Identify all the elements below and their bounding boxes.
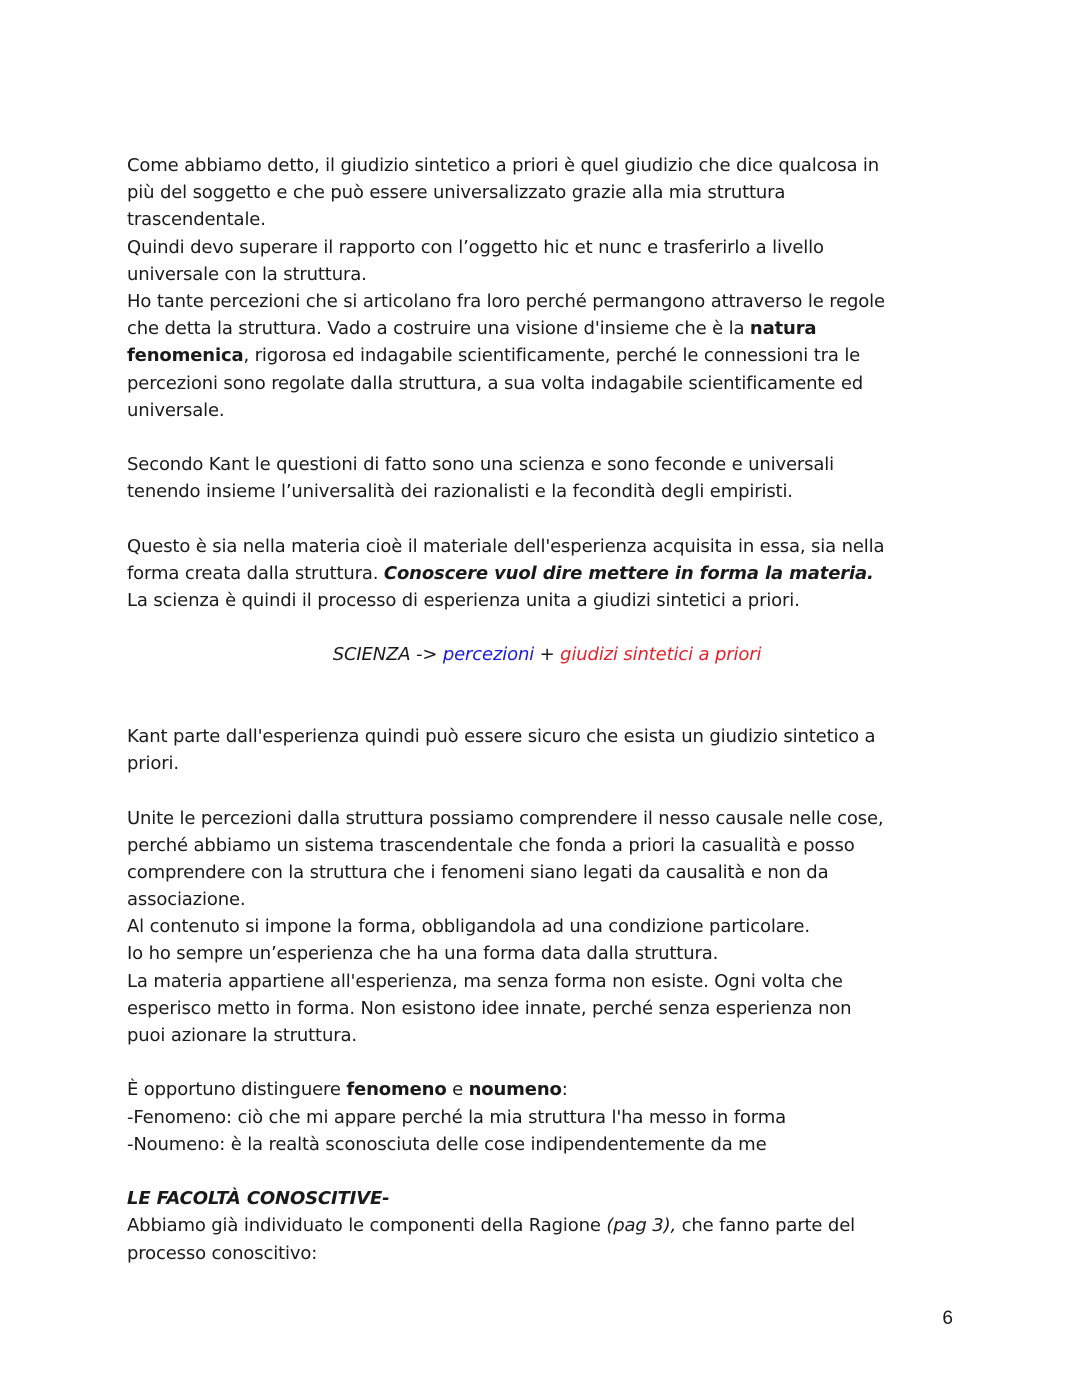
text-line: [127, 886, 957, 913]
text-line: [127, 1185, 957, 1212]
text-segment: percezioni sono regolate dalla struttura, a sua volta indagabile scientificamente ed: [127, 372, 864, 394]
text-segment: e: [446, 1079, 469, 1101]
text-line: [127, 288, 957, 315]
blank-line: [127, 777, 957, 804]
text-line: [127, 1131, 957, 1158]
text-line: [127, 750, 957, 777]
emphasis-text: LE FACOLTÀ CONOSCITIVE-: [127, 1188, 390, 1210]
text-segment: Secondo Kant le questioni di fatto sono una scienza e sono feconde e universali: [127, 454, 834, 476]
text-line: [127, 805, 957, 832]
text-line: [127, 315, 957, 342]
text-line: [127, 234, 957, 261]
text-line: [127, 1076, 957, 1103]
text-segment: Kant parte dall'esperienza quindi può essere sicuro che esista un giudizio sintetico a: [127, 725, 876, 747]
text-segment: +: [534, 644, 561, 666]
text-line: [127, 1240, 957, 1267]
text-segment: perché abbiamo un sistema trascendentale che fonda a priori la casualità e posso: [127, 834, 855, 856]
text-segment: comprendere con la struttura che i fenomeni siano legati da causalità e non da: [127, 861, 829, 883]
text-segment: processo conoscitivo:: [127, 1242, 318, 1264]
text-segment: SCIENZA ->: [332, 644, 443, 666]
page-number: 6: [942, 1308, 953, 1329]
text-segment: Abbiamo già individuato le componenti della Ragione: [127, 1215, 607, 1237]
text-line: [127, 179, 957, 206]
text-line: [127, 1212, 957, 1239]
blank-line: [127, 424, 957, 451]
text-segment: Io ho sempre un’esperienza che ha una forma data dalla struttura.: [127, 943, 719, 965]
text-line: [127, 478, 957, 505]
text-segment: puoi azionare la struttura.: [127, 1025, 357, 1046]
text-line: [127, 859, 957, 886]
text-segment: percezioni: [442, 644, 535, 666]
text-line: [127, 723, 957, 750]
text-segment: tenendo insieme l’universalità dei razionalisti e la fecondità degli empiristi.: [127, 481, 793, 503]
text-segment: Ho tante percezioni che si articolano fra loro perché permangono attraverso le regole: [127, 290, 885, 312]
text-segment: giudizi sintetici a priori: [560, 644, 762, 666]
emphasis-text: fenomeno: [346, 1079, 447, 1101]
text-line: [127, 1022, 957, 1049]
text-segment: Al contenuto si impone la forma, obbligandola ad una condizione particolare.: [127, 916, 810, 938]
text-segment: :: [561, 1079, 568, 1101]
text-line: [127, 995, 957, 1022]
text-line: [127, 370, 957, 397]
blank-line: [127, 1158, 957, 1185]
text-segment: La materia appartiene all'esperienza, ma senza forma non esiste. Ogni volta che: [127, 970, 843, 992]
text-line: [127, 206, 957, 233]
text-line: [127, 832, 957, 859]
document-body: [127, 152, 957, 1267]
text-line: [127, 560, 957, 587]
text-line: [127, 913, 957, 940]
text-segment: La scienza è quindi il processo di esperienza unita a giudizi sintetici a priori.: [127, 590, 800, 611]
text-segment: che detta la struttura. Vado a costruire una visione d'insieme che è la: [127, 318, 750, 340]
text-segment: priori.: [127, 753, 179, 775]
formula-line: [127, 641, 957, 668]
text-line: [127, 940, 957, 967]
emphasis-text: noumeno: [468, 1079, 562, 1101]
emphasis-text: fenomenica: [127, 345, 244, 367]
text-segment: universale.: [127, 399, 225, 421]
text-line: [127, 533, 957, 560]
emphasis-text: natura: [749, 318, 817, 340]
text-segment: associazione.: [127, 889, 246, 911]
text-segment: universale con la struttura.: [127, 263, 367, 285]
text-line: [127, 968, 957, 995]
text-line: [127, 1104, 957, 1131]
text-segment: Quindi devo superare il rapporto con l’oggetto hic et nunc e trasferirlo a livello: [127, 236, 824, 258]
text-segment: forma creata dalla struttura.: [127, 562, 384, 584]
text-line: [127, 342, 957, 369]
text-line: [127, 397, 957, 424]
text-segment: più del soggetto e che può essere universalizzato grazie alla mia struttura: [127, 182, 786, 204]
text-segment: Questo è sia nella materia cioè il materiale dell'esperienza acquisita in essa, sia nella: [127, 535, 885, 557]
blank-line: [127, 669, 957, 696]
text-line: [127, 451, 957, 478]
text-line: [127, 261, 957, 288]
blank-line: [127, 505, 957, 532]
text-segment: -Fenomeno: ciò che mi appare perché la mia struttura l'ha messo in forma: [127, 1106, 786, 1128]
blank-line: [127, 696, 957, 723]
text-segment: , rigorosa ed indagabile scientificamente, perché le connessioni tra le: [243, 345, 861, 367]
emphasis-text: Conoscere vuol dire mettere in forma la materia.: [383, 562, 874, 584]
text-segment: -Noumeno: è la realtà sconosciuta delle cose indipendentemente da me: [127, 1133, 767, 1155]
text-line: [127, 152, 957, 179]
text-segment: che fanno parte del: [676, 1215, 855, 1237]
blank-line: [127, 614, 957, 641]
text-line: [127, 587, 957, 614]
text-segment: È opportuno distinguere: [127, 1079, 347, 1101]
text-segment: esperisco metto in forma. Non esistono idee innate, perché senza esperienza non: [127, 997, 852, 1019]
blank-line: [127, 1049, 957, 1076]
text-segment: trascendentale.: [127, 209, 266, 231]
text-segment: (pag 3),: [606, 1215, 677, 1237]
text-segment: Unite le percezioni dalla struttura possiamo comprendere il nesso causale nelle cose,: [127, 807, 884, 829]
text-segment: Come abbiamo detto, il giudizio sintetico a priori è quel giudizio che dice qualcosa in: [127, 155, 880, 176]
